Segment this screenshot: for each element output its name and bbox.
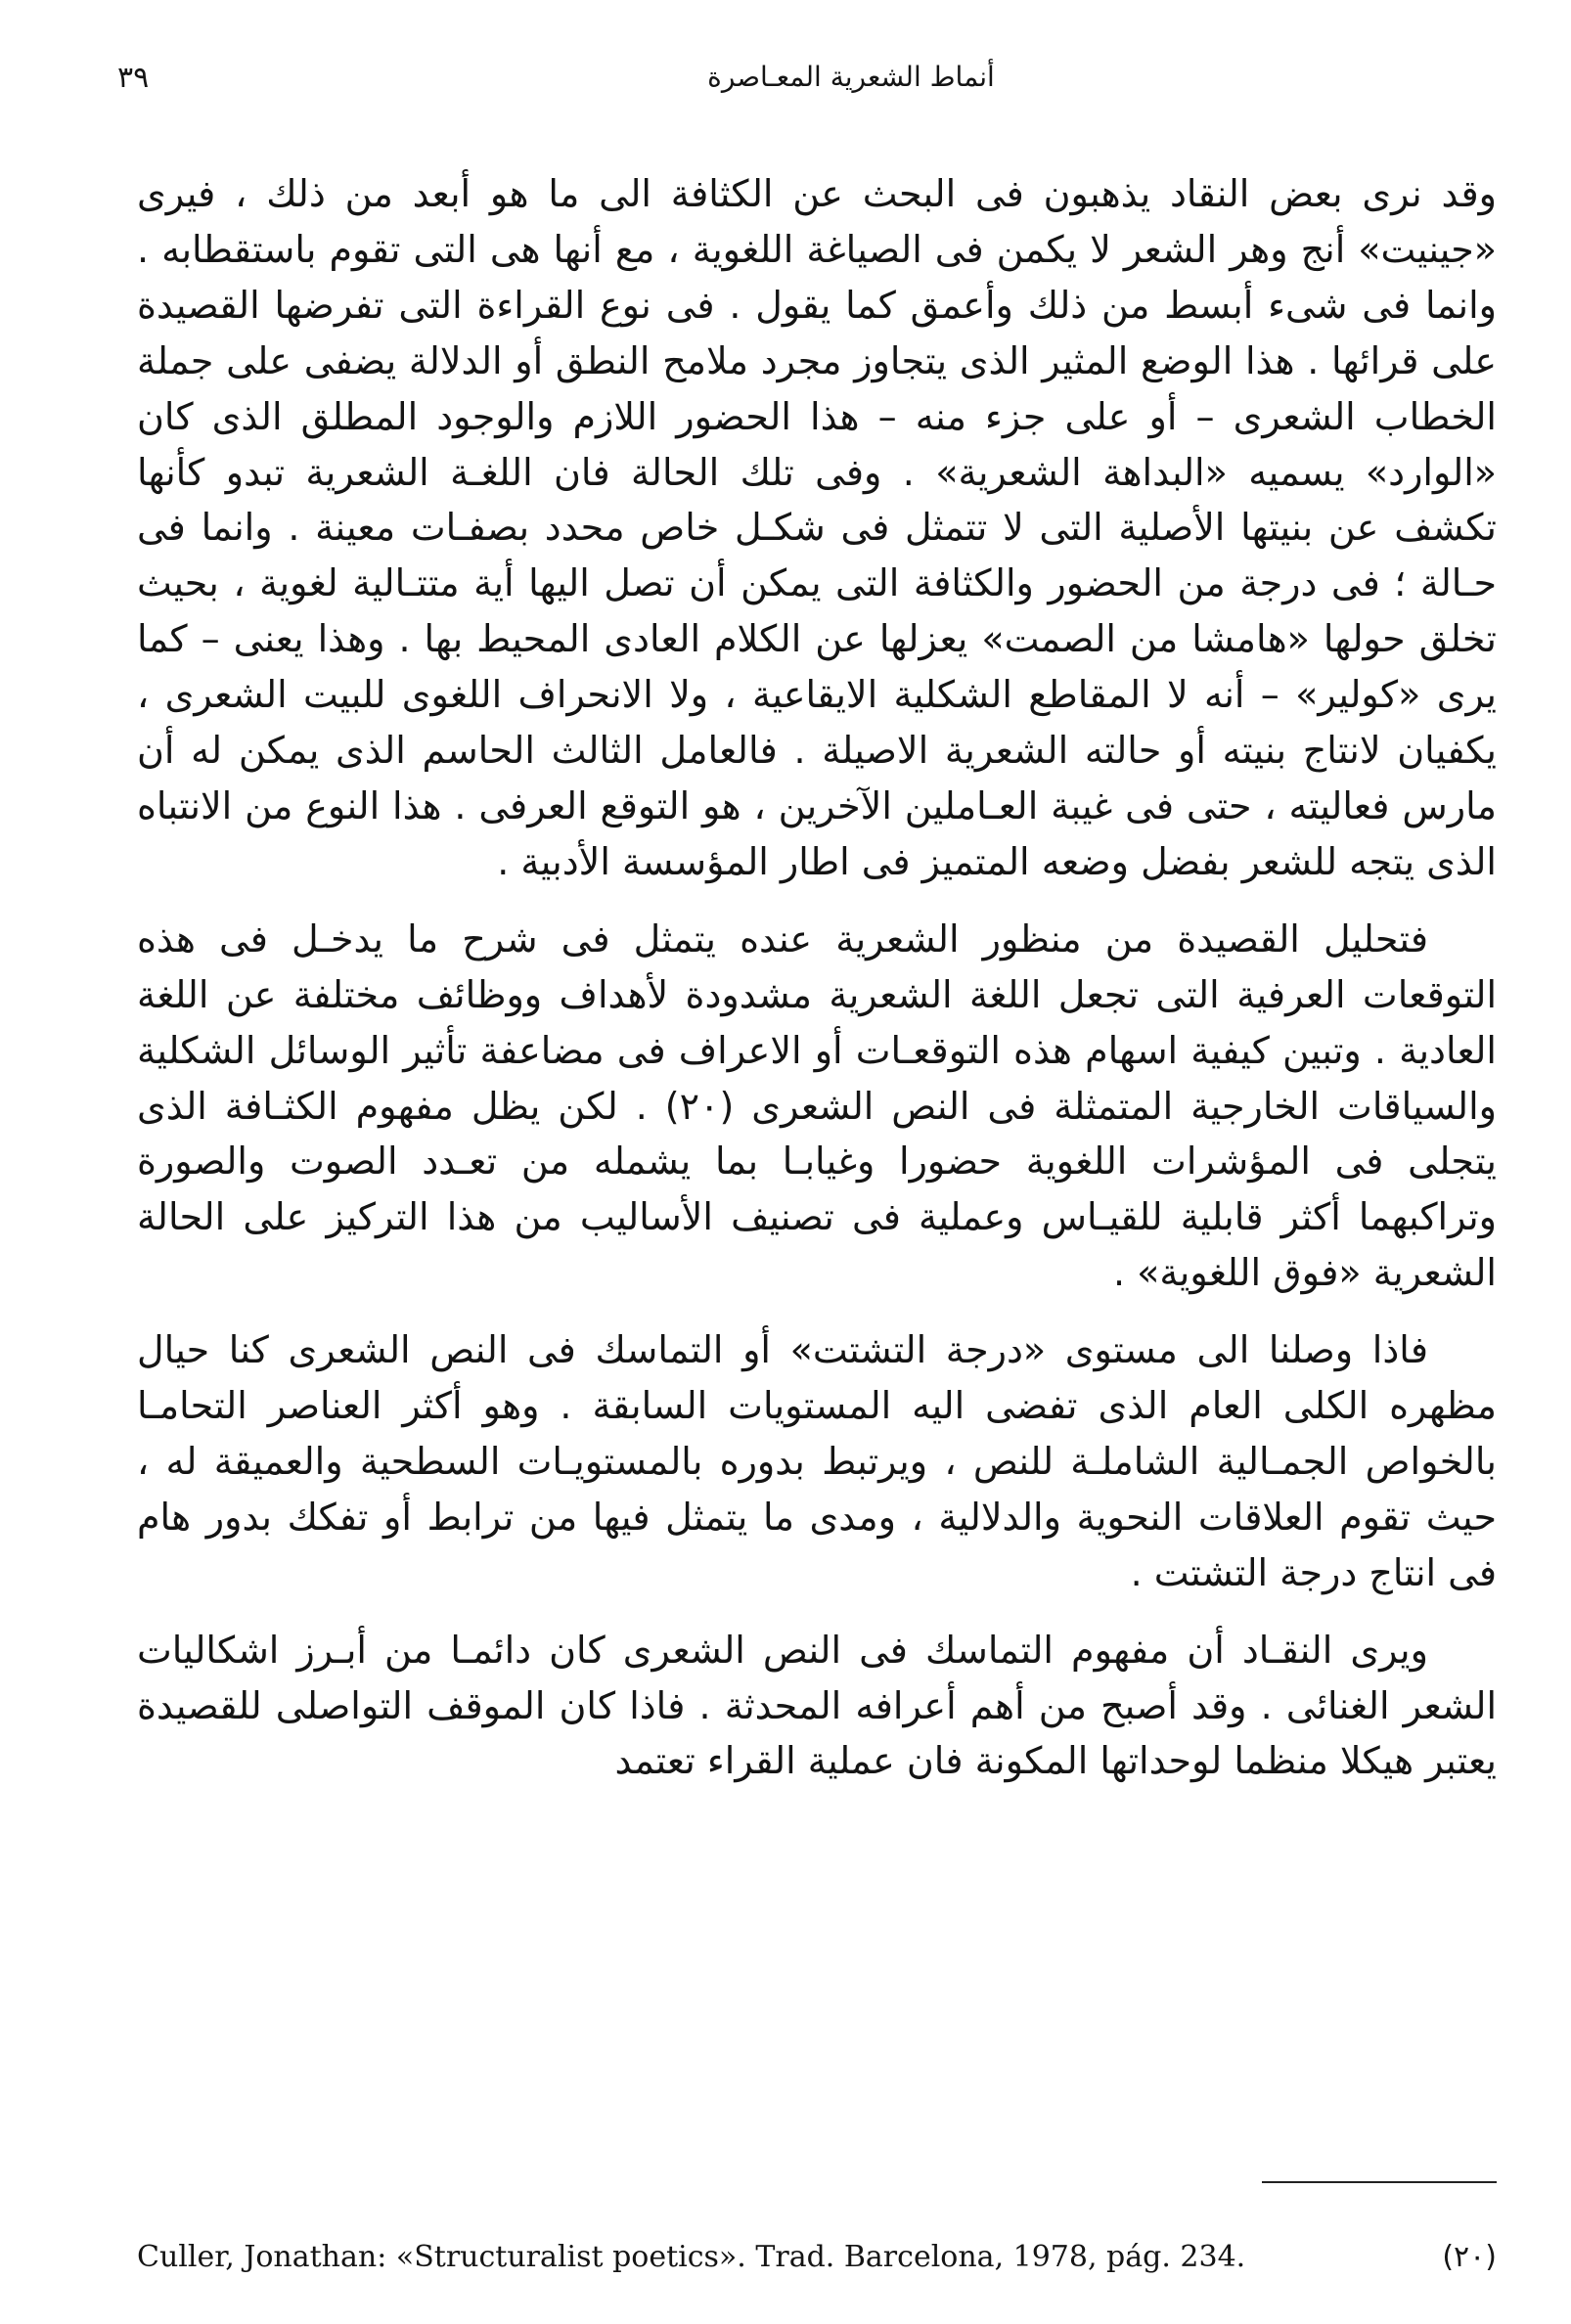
running-title: أنماط الشعرية المعـاصرة — [707, 61, 995, 93]
paragraph-2: فتحليل القصيدة من منظور الشعرية عنده يتمثل فى شرح ما يدخـل فى هذه التوقعات العرفية التى تجعل اللغة الشعرية مشدودة لأهداف ووظائف مختلفة عن اللغة العادية . وتبين كيفية اسهام هذه التوقعـات أو الاعراف فى مضاعفة تأثير الوسائل الشكلية والسياقات الخارجية المتمثلة فى النص الشعرى (٢٠) . لكن يظل مفهوم الكثـافة الذى يتجلى فى المؤشرات اللغوية حضورا وغيابـا بما يشمله من تعـدد الصوت والصورة وتراكبهما أكثر قابلية للقيـاس وعملية فى تصنيف الأساليب من هذا التركيز على الحالة الشعرية «فوق اللغوية» . — [137, 916, 1497, 1295]
footnote-citation: Culler, Jonathan: «Structuralist poetics». Trad. Barcelona, 1978, pág. 234. — [137, 2240, 1246, 2274]
page-number: ٣٩ — [117, 61, 150, 95]
paragraph-4: ويرى النقـاد أن مفهوم التماسك فى النص الشعرى كان دائمـا من أبـرز اشكاليات الشعر الغنائى . وقد أصبح من أهم أعرافه المحدثة . فاذا كان الموقف التواصلى للقصيدة يعتبر هيكلا منظما لوحداتها المكونة فان عملية القراء تعتمد — [137, 1628, 1497, 1783]
footnote-marker: (٢٠) — [1442, 2240, 1497, 2274]
paragraph-3: فاذا وصلنا الى مستوى «درجة التشتت» أو التماسك فى النص الشعرى كنا حيال مظهره الكلى العام الذى تفضى اليه المستويات السابقة . وهو أكثر العناصر التحامـا بالخواص الجمـالية الشاملـة للنص ، ويرتبط بدوره بالمستويـات السطحية والعميقة له ، حيث تقوم العلاقات النحوية والدلالية ، ومدى ما يتمثل فيها من ترابط أو تفكك بدور هام فى انتاج درجة التشتت . — [137, 1328, 1497, 1594]
body-text — [137, 166, 1497, 1789]
footnote — [137, 2240, 1497, 2274]
page-header — [117, 61, 1487, 119]
footnote-divider — [1262, 2181, 1497, 2183]
paragraph-1: وقد نرى بعض النقاد يذهبون فى البحث عن الكثافة الى ما هو أبعد من ذلك ، فيرى «جينيت» أنج وهر الشعر لا يكمن فى الصياغة اللغوية ، مع أنها هى التى تقوم باستقطابه . وانما فى شىء أبسط من ذلك وأعمق كما يقول . فى نوع القراءة التى تفرضها القصيدة على قرائها . هذا الوضع المثير الذى يتجاوز مجرد ملامح النطق أو الدلالة يضفى على جملة الخطاب الشعرى – أو على جزء منه – هذا الحضور اللازم والوجود المطلق الذى كان «الوارد» يسميه «البداهة الشعرية» . وفى تلك الحالة فان اللغـة الشعرية تبدو كأنها تكشف عن بنيتها الأصلية التى لا تتمثل فى شكـل خاص محدد بصفـات معينة . وانما فى حـالة ؛ فى درجة من الحضور والكثافة التى يمكن أن تصل اليها أية متتـالية لغوية ، بحيث تخلق حولها «هامشا من الصمت» يعزلها عن الكلام العادى المحيط بها . وهذا يعنى – كما يرى «كولير» – أنه لا المقاطع الشكلية الايقاعية ، ولا الانحراف اللغوى للبيت الشعرى ، يكفيان لانتاج بنيته أو حالته الشعرية الاصيلة . فالعامل الثالث الحاسم الذى يمكن له أن مارس فعاليته ، حتى فى غيبة العـاملين الآخرين ، هو التوقع العرفى . هذا النوع من الانتباه الذى يتجه للشعر بفضل وضعه المتميز فى اطار المؤسسة الأدبية . — [137, 172, 1497, 883]
